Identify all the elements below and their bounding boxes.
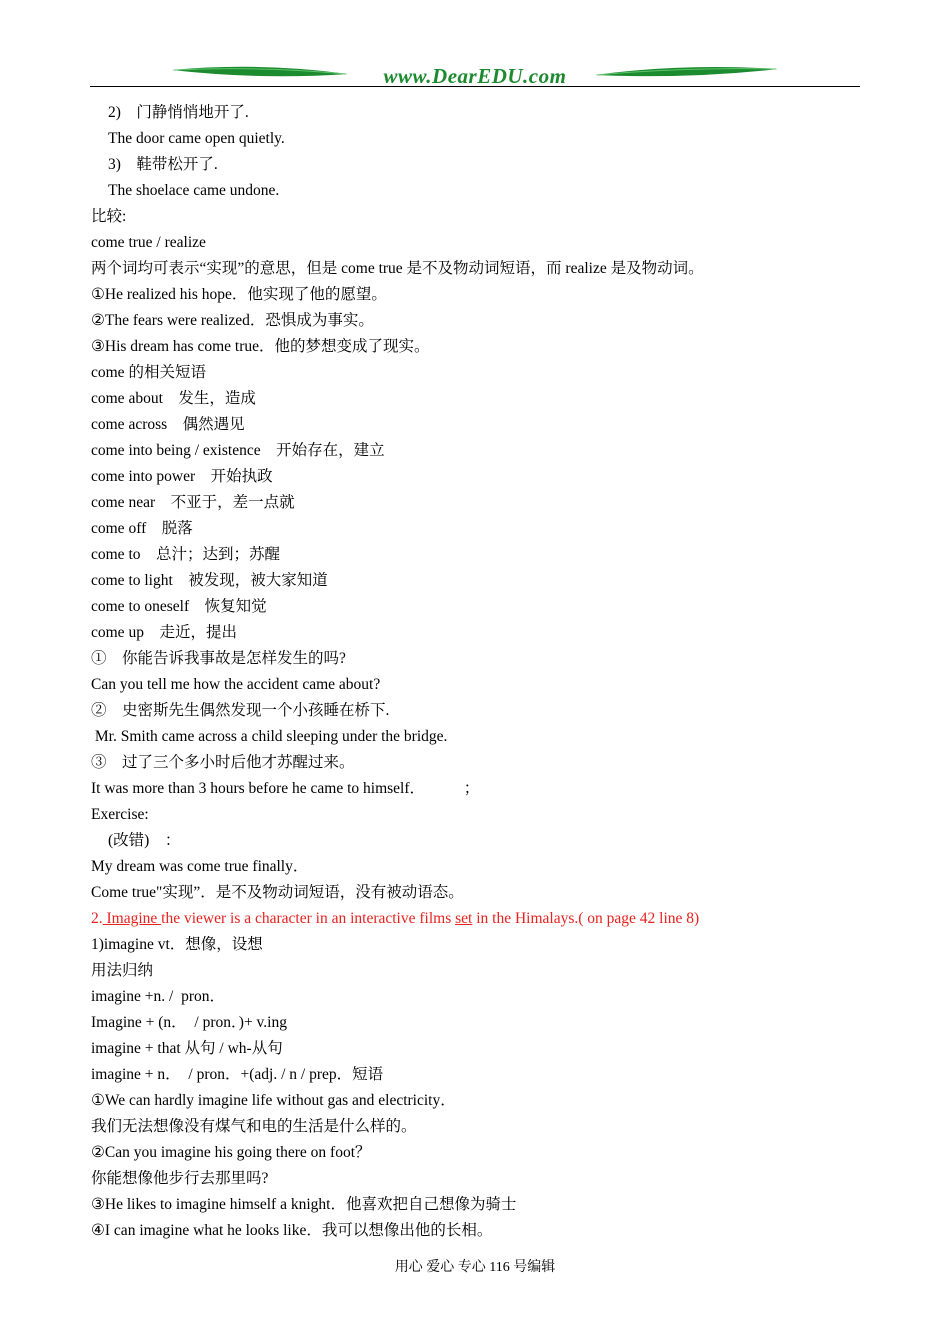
header-rule: [90, 86, 860, 87]
text-line: ② 史密斯先生偶然发现一个小孩睡在桥下.: [91, 702, 390, 719]
section-heading-line: [91, 906, 861, 932]
text-line: ①We can hardly imagine life without gas and electricity．: [91, 1092, 456, 1109]
document-body: [91, 100, 861, 1244]
text-segment: in the Himalays.( on page 42 line 8): [472, 910, 700, 927]
page-footer: 用心 爱心 专心 116 号编辑: [394, 1260, 556, 1275]
text-line: Come true"实现”．是不及物动词短语，没有被动语态。: [91, 884, 464, 901]
text-line: Imagine + (n． / pron．)+ v.ing: [91, 1014, 287, 1031]
text-line: The door came open quietly.: [108, 130, 285, 147]
underlined-keyword: Imagine: [102, 910, 162, 927]
text-line: come across 偶然遇见: [91, 416, 245, 433]
text-line: imagine + that 从句 / wh-从句: [91, 1040, 283, 1057]
text-line: ① 你能告诉我事故是怎样发生的吗?: [91, 650, 346, 667]
text-segment: 2.: [91, 910, 103, 927]
text-line: come true / realize: [91, 234, 206, 251]
text-line: 你能想像他步行去那里吗?: [91, 1170, 269, 1187]
text-line: 3) 鞋带松开了.: [108, 156, 218, 173]
text-line: Exercise:: [91, 806, 149, 823]
text-line: The shoelace came undone.: [108, 182, 280, 199]
text-line: come off 脱落: [91, 520, 193, 537]
text-line: (改错) ：: [108, 832, 181, 849]
text-line: ③He likes to imagine himself a knight．他喜欢把自己想像为骑士: [91, 1196, 517, 1213]
text-line: ④I can imagine what he looks like．我可以想像出他的长相。: [91, 1222, 493, 1239]
text-line: come to light 被发现，被大家知道: [91, 572, 328, 589]
text-line: come to 总汁；达到；苏醒: [91, 546, 280, 563]
text-line: 我们无法想像没有煤气和电的生活是什么样的。: [91, 1118, 417, 1135]
text-line: come up 走近，提出: [91, 624, 237, 641]
text-line: 用法归纳: [91, 962, 154, 979]
site-logo-text: www.DearEDU.com: [383, 64, 567, 88]
text-line: Can you tell me how the accident came about?: [91, 676, 381, 693]
text-line: imagine +n. / pron．: [91, 988, 226, 1005]
text-line: ③ 过了三个多小时后他才苏醒过来。: [91, 754, 355, 771]
text-line: 两个词均可表示“实现”的意思，但是 come true 是不及物动词短语，而 realize 是及物动词。: [91, 260, 704, 277]
text-line: come 的相关短语: [91, 364, 206, 381]
text-line: come into power 开始执政: [91, 468, 273, 485]
text-line: ②The fears were realized．恐惧成为事实。: [91, 312, 374, 329]
text-line: imagine + n． / pron．+(adj. / n / prep．短语: [91, 1066, 384, 1083]
text-line: It was more than 3 hours before he came to himself． ；: [91, 780, 480, 797]
text-line: ①He realized his hope．他实现了他的愿望。: [91, 286, 387, 303]
underlined-keyword: set: [455, 910, 473, 927]
text-line: Mr. Smith came across a child sleeping under the bridge.: [91, 728, 448, 745]
text-line: 1)imagine vt．想像，设想: [91, 936, 263, 953]
text-line: come to oneself 恢复知觉: [91, 598, 267, 615]
text-line: 2) 门静悄悄地开了.: [108, 104, 249, 121]
text-line: 比较:: [91, 208, 127, 225]
text-line: come about 发生，造成: [91, 390, 256, 407]
text-line: come into being / existence 开始存在，建立: [91, 442, 385, 459]
text-line: come near 不亚于，差一点就: [91, 494, 295, 511]
text-line: ②Can you imagine his going there on foot？: [91, 1144, 371, 1161]
text-segment: the viewer is a character in an interactive films: [161, 910, 456, 927]
text-line: My dream was come true finally．: [91, 858, 309, 875]
text-line: ③His dream has come true．他的梦想变成了现实。: [91, 338, 430, 355]
